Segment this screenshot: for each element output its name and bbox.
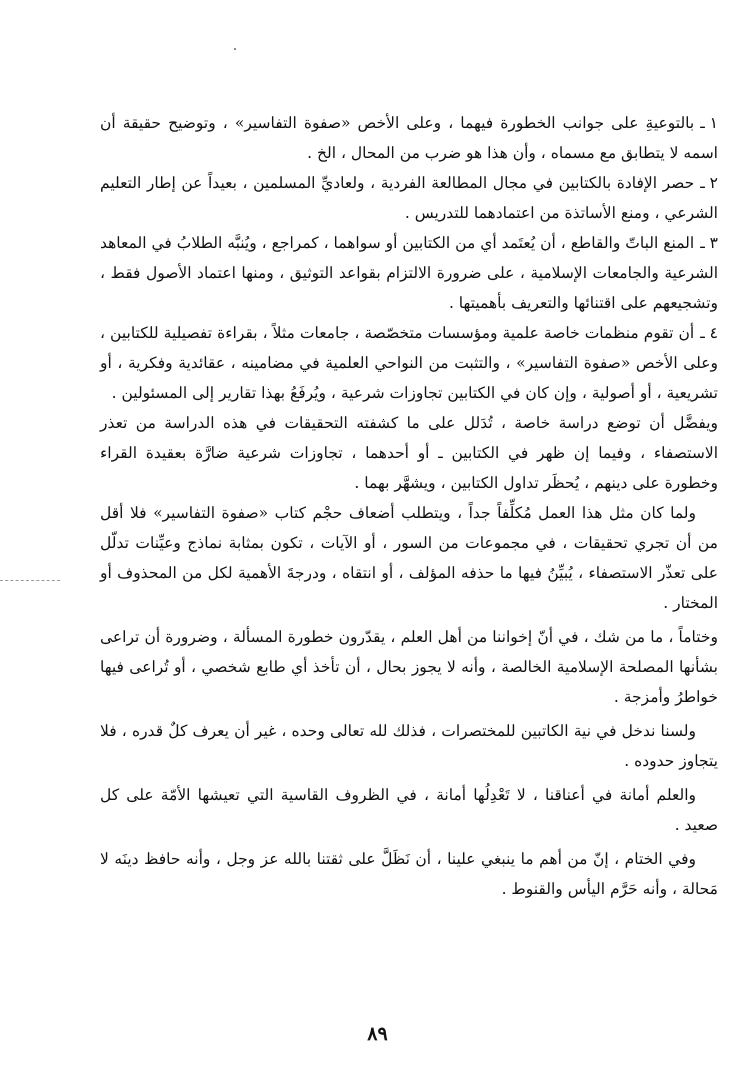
item-text: حصر الإفادة بالكتابين في مجال المطالعة الفردية ، ولعاديِّ المسلمين ، بعيداً عن إطار التعليم الشرعي ، ومنع الأساتذة من اعتمادهما للتدريس . — [100, 174, 718, 222]
list-item — [100, 168, 718, 228]
item-number: ٤ ـ — [700, 324, 718, 342]
item-text: أن تقوم منظمات خاصة علمية ومؤسسات متخصّصة ، جامعات مثلاً ، بقراءة تفصيلية للكتابين ، وعلى الأخص «صفوة التفاسير» ، والتثبت من النواحي العلمية في مضامينه ، عقائدية وفكرية ، أو تشريعية ، أو أصولية ، وإن كان في الكتابين تجاوزات شرعية ، ويُرفَعُ بهذا تقارير إلى المسئولين . — [100, 324, 718, 402]
page-number: ٨٩ — [367, 1023, 388, 1045]
scan-speck — [234, 48, 236, 50]
item-text: المنع الباتّ والقاطع ، أن يُعتَمد أي من الكتابين أو سواهما ، كمراجع ، ويُنبَّه الطلابُ في المعاهد الشرعية والجامعات الإسلامية ، على ضرورة الالتزام بقواعد التوثيق ، ومنها اعتماد الأصول فقط ، وتشجيعهم على اقتنائها والتعريف بأهميتها . — [100, 234, 718, 312]
item-text: بالتوعيةِ على جوانب الخطورة فيهما ، وعلى الأخص «صفوة التفاسير» ، وتوضيح حقيقة أن اسمه لا يتطابق مع مسماه ، وأن هذا هو ضرب من المحال ، الخ . — [100, 114, 718, 162]
paragraph: والعلم أمانة في أعناقنا ، لا تَعْدِلُها أمانة ، في الظروف القاسية التي تعيشها الأمّة على كل صعيد . — [100, 786, 718, 834]
item-number: ٢ ـ — [700, 174, 718, 192]
list-item — [100, 228, 718, 318]
paragraph: ويفضَّل أن توضع دراسة خاصة ، تُدَلل على ما كشفته التحقيقات في هذه الدراسة من تعذر الاستصفاء ، وفيما إن ظهر في الكتابين ـ أو أحدهما ، تجاوزات شرعية ضارَّة بعقيدة القراء وخطورة على دينهم ، يُحظَر تداول الكتابين ، ويشهَّر بهما . — [100, 414, 718, 492]
item-number: ٣ ـ — [700, 234, 718, 252]
paragraph: وختاماً ، ما من شك ، في أنّ إخواننا من أهل العلم ، يقدّرون خطورة المسألة ، وضرورة أن تراعى بشأنها المصلحة الإسلامية الخالصة ، وأنه لا يجوز بحال ، أن تأخذ أي طابع شخصي ، أو تُراعى فيها خواطرُ وأمزجة . — [100, 628, 718, 706]
paragraph: ولما كان مثل هذا العمل مُكلِّفاً جداً ، ويتطلب أضعاف حجْم كتاب «صفوة التفاسير» فلا أقل من أن تجري تحقيقات ، في مجموعات من السور ، أو الآيات ، تكون بمثابة نماذج وعيِّنات تدلّل على تعذّر الاستصفاء ، يُبيِّنُ فيها ما حذفه المؤلف ، أو انتقاه ، ودرجةَ الأهمية لكل من المحذوف أو المختار . — [100, 504, 718, 612]
margin-mark — [0, 580, 60, 582]
paragraph: وفي الختام ، إنّ من أهم ما ينبغي علينا ، أن نَظَلَّ على ثقتنا بالله عز وجل ، وأنه حافظ دينَه لا مَحالة ، وأنه حَرَّم اليأس والقنوط . — [100, 850, 718, 898]
page-body — [100, 108, 718, 904]
paragraph: ولسنا ندخل في نية الكاتبين للمختصرات ، فذلك لله تعالى وحده ، غير أن يعرف كلٌ قدره ، فلا يتجاوز حدوده . — [100, 722, 718, 770]
list-item — [100, 108, 718, 168]
list-item — [100, 318, 718, 408]
item-number: ١ ـ — [700, 114, 718, 132]
